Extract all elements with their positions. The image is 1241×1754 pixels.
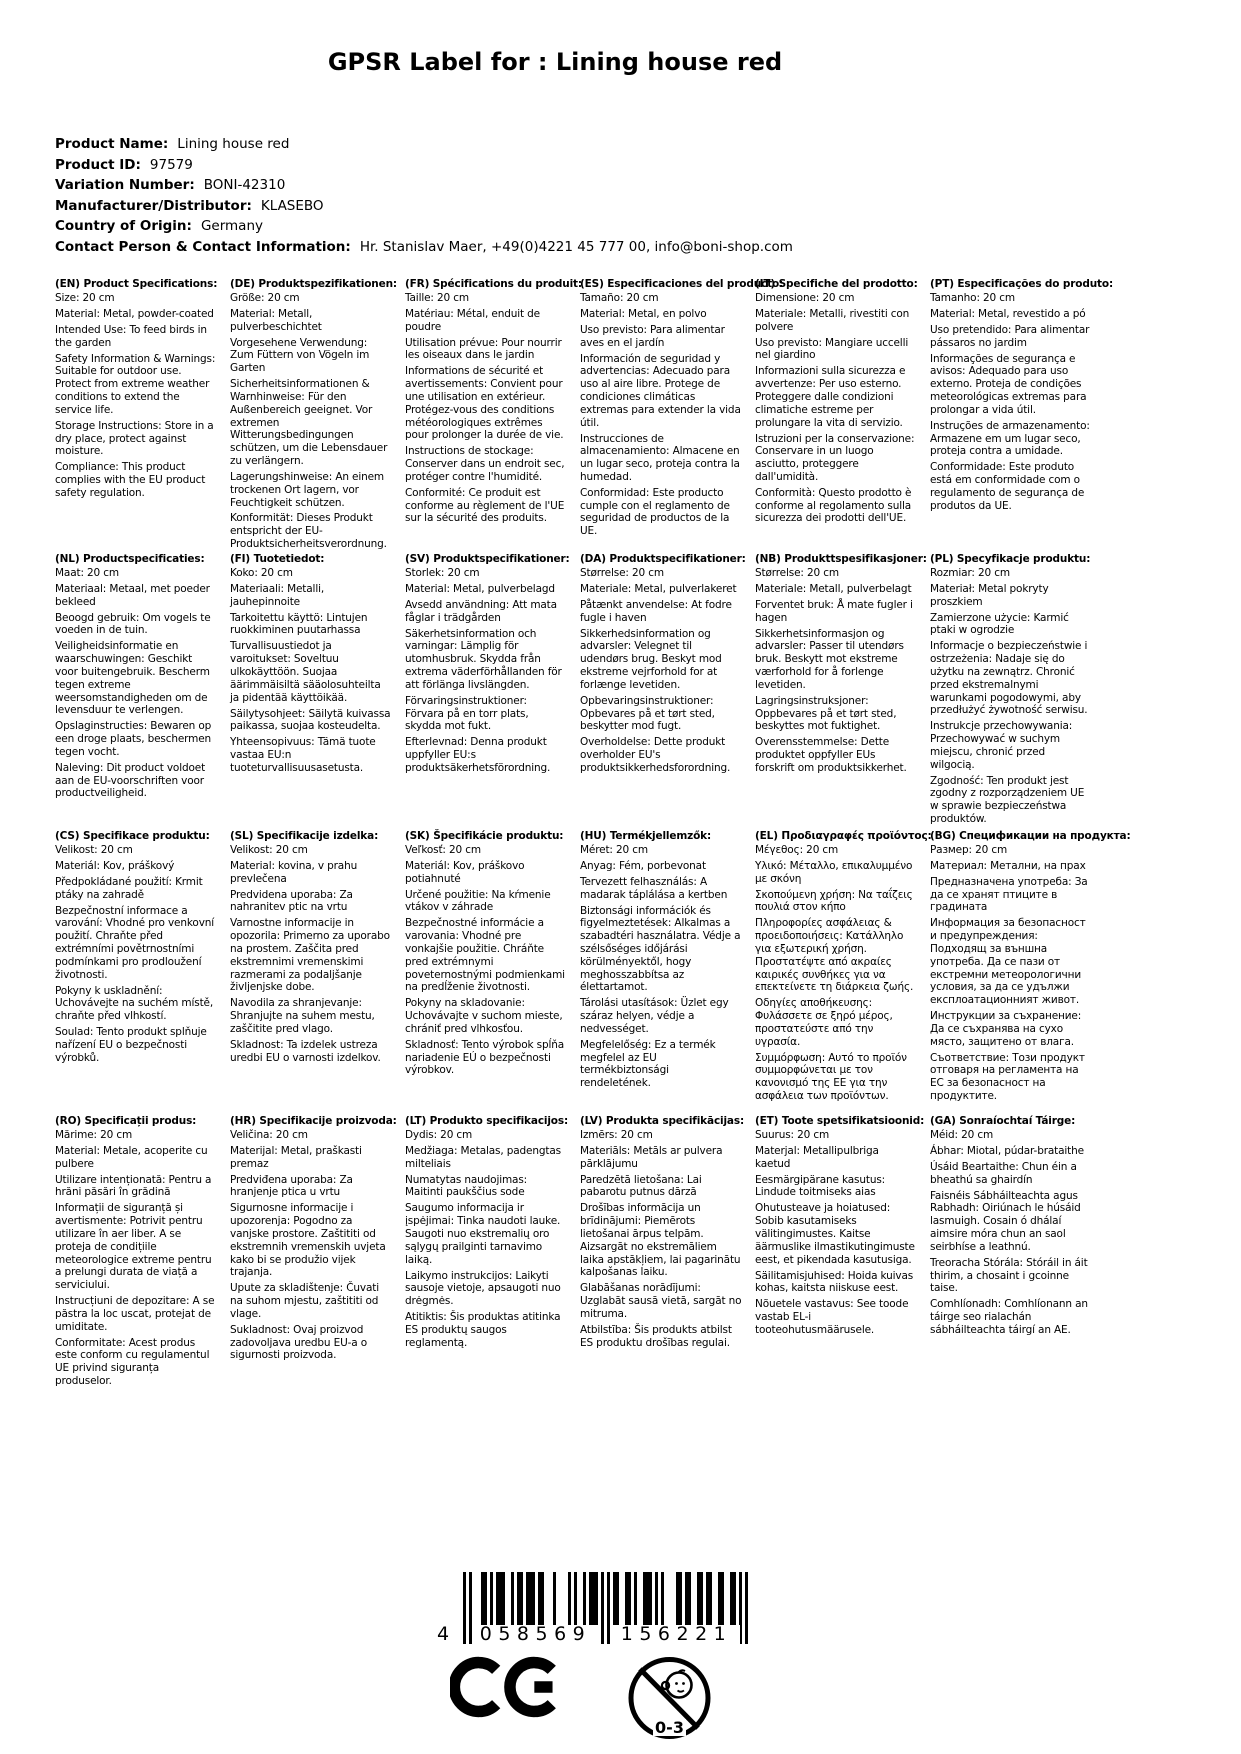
spec-paragraph: Größe: 20 cm [230, 291, 300, 304]
product-info-row [55, 237, 793, 258]
spec-paragraph: Materiał: Metal pokryty proszkiem [930, 582, 1049, 608]
spec-paragraph: Určené použitie: Na kŕmenie vtákov v záhrade [405, 888, 551, 914]
spec-paragraph: Material: Metall, pulverbeschichtet [230, 307, 322, 333]
lang-block-el [755, 830, 932, 1115]
spec-paragraph: Veľkosť: 20 cm [405, 843, 481, 856]
lang-block-title: (LV) Produkta specifikācijas: [580, 1115, 744, 1127]
product-info-label: Country of Origin: [55, 218, 192, 235]
barcode-right-digits: 156221 [613, 1625, 740, 1644]
product-info [55, 134, 793, 258]
spec-paragraph: Upute za skladištenje: Čuvati na suhom mjestu, zaštititi od vlage. [230, 1282, 379, 1320]
spec-paragraph: Dimensione: 20 cm [755, 291, 855, 304]
spec-paragraph: Materiaal: Metaal, met poeder bekleed [55, 582, 210, 608]
spec-paragraph: Saugumo informacija ir įspėjimai: Tinka naudoti lauke. Saugoti nuo ekstremalių oro sąlygų prailginti tarnavimo laiką. [405, 1202, 561, 1266]
spec-paragraph: Atitiktis: Šis produktas atitinka ES produktų saugos reglamentą. [405, 1311, 561, 1349]
spec-paragraph: Varnostne informacije in opozorila: Primerno za uporabo na prostem. Zaščita pred ekstremnimi vremenskimi razmerami za podaljšanje življenjske dobe. [230, 917, 390, 994]
product-info-row [55, 216, 793, 237]
lang-block-title: (SL) Specifikacije izdelka: [230, 830, 379, 842]
lang-block-nl [55, 553, 217, 830]
lang-block-ga [930, 1115, 1092, 1391]
lang-block-title: (NB) Produkttspesifikasjoner: [755, 553, 927, 565]
spec-paragraph: Soulad: Tento produkt splňuje nařízení EU o bezpečnosti výrobků. [55, 1026, 207, 1064]
spec-paragraph: Instructions de stockage: Conserver dans un endroit sec, protéger contre l'humidité. [405, 445, 565, 483]
barcode-left-digits: 058569 [472, 1625, 599, 1644]
spec-paragraph: Tamaño: 20 cm [580, 291, 659, 304]
spec-paragraph: Conformidad: Este producto cumple con el reglamento de seguridad de productos de la UE. [580, 486, 730, 538]
spec-paragraph: Materijal: Metal, praškasti premaz [230, 1144, 362, 1170]
spec-paragraph: Size: 20 cm [55, 291, 115, 304]
spec-paragraph: Overholdelse: Dette produkt overholder EU's produktsikkerhedsforordning. [580, 736, 731, 774]
spec-paragraph: Atbilstība: Šis produkts atbilst ES produktu drošības regulai. [580, 1323, 732, 1349]
spec-paragraph: Predvidena uporaba: Za nahranitev ptic na vrtu [230, 888, 353, 914]
spec-paragraph: Laikymo instrukcijos: Laikyti sausoje vietoje, apsaugoti nuo drėgmės. [405, 1269, 561, 1308]
spec-paragraph: Velikost: 20 cm [55, 843, 133, 856]
lang-block-title: (PT) Especificações do produto: [930, 278, 1114, 290]
spec-paragraph: Pokyny na skladovanie: Uchovávajte v suchom mieste, chrániť pred vlhkosťou. [405, 997, 563, 1035]
spec-paragraph: Størrelse: 20 cm [755, 566, 839, 579]
spec-paragraph: Förvaringsinstruktioner: Förvara på en torr plats, skydda mot fukt. [405, 694, 529, 733]
spec-paragraph: Tamanho: 20 cm [930, 291, 1015, 304]
lang-block-title: (LT) Produkto specifikacijos: [405, 1115, 568, 1127]
lang-block-sl [230, 830, 392, 1115]
spec-paragraph: Storlek: 20 cm [405, 566, 480, 579]
lang-block-ro [55, 1115, 217, 1391]
spec-paragraph: Megfelelőség: Ez a termék megfelel az EU termékbiztonsági rendeletének. [580, 1038, 716, 1090]
spec-paragraph: Συμμόρφωση: Αυτό το προϊόν συμμορφώνεται με τον κανονισμό της ΕΕ για την ασφάλεια των προϊόντων. [755, 1051, 907, 1103]
spec-paragraph: Πληροφορίες ασφάλειας & προειδοποιήσεις: Κατάλληλο για εξωτερική χρήση. Προστατέψτε από ακραίες καιρικές συνθήκες για να επεκτείνετε τη διάρκεια ζωής. [755, 917, 914, 994]
spec-paragraph: Materiale: Metalli, rivestiti con polvere [755, 307, 910, 333]
lang-block-title: (DE) Produktspezifikationen: [230, 278, 397, 290]
spec-paragraph: Istruzioni per la conservazione: Conservare in un luogo asciutto, proteggere dall'umidità. [755, 432, 915, 483]
spec-paragraph: Materiāls: Metāls ar pulvera pārklājumu [580, 1144, 723, 1170]
lang-block-bg [930, 830, 1131, 1115]
spec-paragraph: Conformité: Ce produit est conforme au règlement de l'UE sur la sécurité des produits. [405, 486, 565, 525]
spec-paragraph: Съответствие: Този продукт отговаря на регламента на ЕС за безопасност на продуктите. [930, 1051, 1085, 1103]
lang-block-pl [930, 553, 1092, 830]
spec-paragraph: Предназначена употреба: За да се хранят птиците в градината [930, 875, 1088, 914]
lang-block-title: (FI) Tuotetiedot: [230, 553, 325, 565]
spec-paragraph: Säilytysohjeet: Säilytä kuivassa paikassa, suojaa kosteudelta. [230, 707, 391, 733]
lang-block-title: (HU) Termékjellemzők: [580, 830, 712, 842]
lang-block-title: (ET) Toote spetsifikatsioonid: [755, 1115, 925, 1127]
spec-paragraph: Nõuetele vastavus: See toode vastab EL-i tooteohutusmäärusele. [755, 1298, 909, 1336]
spec-paragraph: Sikkerhetsinformasjon og advarsler: Passer til utendørs bruk. Beskytt mot ekstreme værforhold for å forlenge levetiden. [755, 627, 904, 691]
product-info-row [55, 155, 793, 176]
product-info-row [55, 175, 793, 196]
spec-paragraph: Storage Instructions: Store in a dry place, protect against moisture. [55, 419, 214, 458]
spec-paragraph: Konformität: Dieses Produkt entspricht der EU-Produktsicherheitsverordnung. [230, 512, 387, 551]
spec-paragraph: Инструкции за съхранение: Да се съхранява на сухо място, защитено от влага. [930, 1010, 1082, 1048]
lang-block-title: (GA) Sonraíochtaí Táirge: [930, 1115, 1076, 1127]
lang-block-cs [55, 830, 217, 1115]
product-info-label: Product Name: [55, 136, 169, 152]
spec-paragraph: Ábhar: Miotal, púdar-brataithe [930, 1144, 1084, 1157]
lang-block-it [755, 278, 917, 553]
barcode-first-digit: 4 [437, 1623, 450, 1645]
spec-paragraph: Sicherheitsinformationen & Warnhinweise: Für den Außenbereich geeignet. Vor extremen Witterungsbedingungen schützen, um die Lebensdauer zu verlängern. [230, 378, 388, 467]
spec-paragraph: Uso previsto: Mangiare uccelli nel giardino [755, 336, 909, 362]
spec-paragraph: Intended Use: To feed birds in the garden [55, 323, 207, 349]
spec-paragraph: Uso previsto: Para alimentar aves en el jardín [580, 323, 725, 349]
spec-paragraph: Drošības informācija un brīdinājumi: Piemērots lietošanai ārpus telpām. Aizsargāt no ekstremāliem laika apstākļiem, lai pagarinātu kalpošanas laiku. [580, 1202, 741, 1279]
spec-paragraph: Materjal: Metallipulbriga kaetud [755, 1144, 879, 1170]
spec-paragraph: Conformitate: Acest produs este conform cu regulamentul UE privind siguranța produselor. [55, 1336, 210, 1388]
spec-paragraph: Materiale: Metal, pulverlakeret [580, 582, 737, 595]
spec-paragraph: Veličina: 20 cm [230, 1128, 308, 1141]
lang-block-title: (SV) Produktspecifikationer: [405, 553, 570, 565]
spec-paragraph: Zgodność: Ten produkt jest zgodny z rozporządzeniem UE w sprawie bezpieczeństwa produktów. [930, 774, 1085, 826]
spec-paragraph: Informações de segurança e avisos: Adequado para uso externo. Proteja de condições meteorológicas extremas para prolongar a vida útil. [930, 352, 1087, 416]
age-warning-0-3-icon [622, 1652, 717, 1747]
spec-paragraph: Koko: 20 cm [230, 566, 293, 579]
spec-paragraph: Instrukcje przechowywania: Przechowywać w suchym miejscu, chronić przed wilgocią. [930, 720, 1073, 771]
spec-paragraph: Turvallisuustiedot ja varoitukset: Soveltuu ulkokäyttöön. Suojaa äärimmäisiltä sääolosuhteilta ja pidentää käyttöikää. [230, 640, 381, 704]
spec-paragraph: Materiaali: Metalli, jauhepinnoite [230, 582, 325, 608]
spec-paragraph: Størrelse: 20 cm [580, 566, 664, 579]
spec-paragraph: Instrucciones de almacenamiento: Almacene en un lugar seco, proteja contra la humedad. [580, 432, 740, 483]
spec-paragraph: Veiligheidsinformatie en waarschuwingen: Geschikt voor buitengebruik. Bescherm tegen extreme weersomstandigheden om de levensduur te verlengen. [55, 640, 210, 717]
spec-paragraph: Sikkerhedsinformation og advarsler: Velegnet til udendørs brug. Beskyt mod ekstreme vejrforhold for at forlænge levetiden. [580, 627, 722, 691]
spec-paragraph: Naleving: Dit product voldoet aan de EU-voorschriften voor productveiligheid. [55, 761, 206, 800]
spec-paragraph: Lagringsinstruksjoner: Oppbevares på et tørt sted, beskyttes mot fuktighet. [755, 694, 897, 733]
lang-block-title: (PL) Specyfikacje produktu: [930, 553, 1091, 565]
lang-block-fr [405, 278, 582, 553]
spec-paragraph: Paredzētā lietošana: Lai pabarotu putnus dārzā [580, 1173, 702, 1199]
spec-paragraph: Compliance: This product complies with the EU product safety regulation. [55, 461, 206, 499]
spec-paragraph: Opbevaringsinstruktioner: Opbevares på et tørt sted, beskytter mod fugt. [580, 694, 715, 733]
spec-paragraph: Lagerungshinweise: An einem trockenen Ort lagern, vor Feuchtigkeit schützen. [230, 470, 385, 509]
spec-paragraph: Glabāšanas norādījumi: Uzglabāt sausā vietā, sargāt no mitruma. [580, 1282, 742, 1320]
age-warning-label: 0-3 [655, 1718, 684, 1737]
spec-paragraph: Maat: 20 cm [55, 566, 119, 579]
spec-paragraph: Rozmiar: 20 cm [930, 566, 1010, 579]
spec-paragraph: Utilizare intenționată: Pentru a hrăni păsări în grădină [55, 1173, 212, 1199]
spec-paragraph: Informacje o bezpieczeństwie i ostrzeżenia: Nadaje się do użytku na zewnątrz. Chronić przed ekstremalnymi warunkami pogodowymi, aby przedłużyć żywotność serwisu. [930, 640, 1088, 717]
spec-paragraph: Pokyny k uskladnění: Uchovávejte na suchém místě, chraňte před vlhkostí. [55, 984, 214, 1023]
product-info-label: Variation Number: [55, 177, 195, 194]
spec-paragraph: Материал: Метални, на прах [930, 859, 1086, 872]
spec-paragraph: Anyag: Fém, porbevonat [580, 859, 706, 872]
lang-block-lt [405, 1115, 567, 1391]
spec-paragraph: Informații de siguranță și avertismente: Potrivit pentru utilizare în aer liber. A se proteja de condițiile meteorologice extreme pentru a prelungi durata de viață a serviciului. [55, 1202, 212, 1292]
spec-paragraph: Informations de sécurité et avertissements: Convient pour une utilisation en extérieur. Protégez-vous des conditions météorologiques extrêmes pour prolonger la durée de vie. [405, 365, 564, 442]
spec-paragraph: Faisnéis Sábháilteachta agus Rabhadh: Oiriúnach le húsáid lasmuigh. Cosain ó dhálaí aimsire móra chun an saol seirbhíse a leathnú. [930, 1189, 1081, 1253]
spec-paragraph: Velikost: 20 cm [230, 843, 308, 856]
spec-paragraph: Méret: 20 cm [580, 843, 648, 856]
spec-paragraph: Material: Metal, pulverbelagd [405, 582, 555, 595]
spec-paragraph: Materiale: Metall, pulverbelagt [755, 582, 912, 595]
spec-paragraph: Utilisation prévue: Pour nourrir les oiseaux dans le jardin [405, 336, 562, 362]
spec-paragraph: Uso pretendido: Para alimentar pássaros no jardim [930, 323, 1090, 349]
product-info-label: Manufacturer/Distributor: [55, 197, 252, 214]
spec-paragraph: Vorgesehene Verwendung: Zum Füttern von Vögeln im Garten [230, 336, 370, 375]
spec-paragraph: Informazioni sulla sicurezza e avvertenze: Per uso esterno. Proteggere dalle condizioni climatiche estreme per prolungare la vita di servizio. [755, 365, 906, 429]
lang-block-en [55, 278, 217, 553]
spec-paragraph: Bezpečnostné informácie a varovania: Vhodné pre vonkajšie použitie. Chráňte pred extrémnymi poveternostnými podmienkami na predĺženie životnosti. [405, 917, 565, 994]
ce-mark-icon [450, 1655, 565, 1719]
lang-block-fi [230, 553, 392, 830]
spec-paragraph: Material: Metal, en polvo [580, 307, 707, 320]
spec-paragraph: Информация за безопасност и предупреждения: Подходящ за външна употреба. Да се пази от екстремни метеорологични условия, за да се удължи експлоатационният живот. [930, 917, 1086, 1007]
spec-paragraph: Méid: 20 cm [930, 1128, 994, 1141]
spec-paragraph: Säkerhetsinformation och varningar: Lämplig för utomhusbruk. Skydda från extrema väderförhållanden för att förlänga livslängden. [405, 627, 562, 691]
ean-barcode [437, 1572, 757, 1652]
spec-paragraph: Mărime: 20 cm [55, 1128, 133, 1141]
spec-paragraph: Izmērs: 20 cm [580, 1128, 653, 1141]
spec-paragraph: Medžiaga: Metalas, padengtas milteliais [405, 1144, 561, 1170]
lang-block-title: (RO) Specificații produs: [55, 1115, 197, 1127]
spec-paragraph: Sukladnost: Ovaj proizvod zadovoljava uredbu EU-a o sigurnosti proizvoda. [230, 1323, 368, 1362]
lang-block-title: (HR) Specifikacije proizvoda: [230, 1115, 397, 1127]
spec-paragraph: Tárolási utasítások: Üzlet egy száraz helyen, védje a nedvességet. [580, 997, 729, 1035]
spec-paragraph: Efterlevnad: Denna produkt uppfyller EU:s produktsäkerhetsförordning. [405, 736, 551, 774]
spec-paragraph: Treoracha Stórála: Stóráil in áit thirim, a chosaint i gcoinne taise. [930, 1256, 1088, 1295]
lang-block-title: (IT) Specifiche del prodotto: [755, 278, 918, 290]
spec-paragraph: Biztonsági információk és figyelmeztetések: Alkalmas a szabadtéri használatra. Védje a szélsőséges időjárási körülményektől, hogy meghosszabbítsa az élettartamot. [580, 904, 741, 994]
spec-paragraph: Påtænkt anvendelse: At fodre fugle i haven [580, 598, 732, 624]
spec-paragraph: Σκοπούμενη χρήση: Να ταΐζεις πουλιά στον κήπο [755, 888, 913, 914]
spec-paragraph: Eesmärgipärane kasutus: Lindude toitmiseks aias [755, 1173, 886, 1199]
spec-paragraph: Tarkoitettu käyttö: Lintujen ruokkiminen puutarhassa [230, 611, 368, 637]
spec-paragraph: Tervezett felhasználás: A madarak táplálása a kertben [580, 875, 728, 901]
spec-paragraph: Numatytas naudojimas: Maitinti paukščius sode [405, 1173, 528, 1199]
spec-paragraph: Instruções de armazenamento: Armazene em um lugar seco, proteja contra a umidade. [930, 419, 1090, 458]
spec-paragraph: Размер: 20 cm [930, 843, 1008, 856]
lang-block-title: (NL) Productspecificaties: [55, 553, 205, 565]
spec-paragraph: Overensstemmelse: Dette produktet oppfyller EUs forskrift om produktsikkerhet. [755, 736, 907, 774]
spec-paragraph: Materiál: Kov, práškový [55, 859, 175, 872]
spec-paragraph: Taille: 20 cm [405, 291, 469, 304]
spec-paragraph: Předpokládané použití: Krmit ptáky na zahradě [55, 875, 203, 901]
spec-paragraph: Material: Metale, acoperite cu pulbere [55, 1144, 208, 1170]
spec-paragraph: Instrucțiuni de depozitare: A se păstra la loc uscat, protejat de umiditate. [55, 1295, 215, 1333]
spec-paragraph: Skladnosť: Tento výrobok spĺňa nariadenie EÚ o bezpečnosti výrobkov. [405, 1038, 565, 1077]
spec-paragraph: Safety Information & Warnings: Suitable for outdoor use. Protect from extreme weather conditions to extend the service life. [55, 352, 216, 416]
product-info-label: Contact Person & Contact Information: [55, 238, 351, 255]
spec-paragraph: Material: Metal, powder-coated [55, 307, 214, 320]
spec-paragraph: Yhteensopivuus: Tämä tuote vastaa EU:n tuoteturvallisuusasetusta. [230, 736, 376, 774]
product-info-row [55, 196, 793, 217]
lang-block-pt [930, 278, 1114, 553]
spec-paragraph: Zamierzone użycie: Karmić ptaki w ogrodzie [930, 611, 1069, 637]
lang-block-et [755, 1115, 925, 1391]
spec-paragraph: Dydis: 20 cm [405, 1128, 473, 1141]
lang-block-da [580, 553, 746, 830]
lang-block-sk [405, 830, 567, 1115]
lang-block-hr [230, 1115, 397, 1391]
lang-block-nb [755, 553, 927, 830]
product-info-label: Product ID: [55, 156, 141, 173]
spec-paragraph: Bezpečnostní informace a varování: Vhodné pro venkovní použití. Chraňte před extrémními povětrnostními podmínkami pro prodloužení životnosti. [55, 904, 215, 981]
spec-paragraph: Opslaginstructies: Bewaren op een droge plaats, beschermen tegen vocht. [55, 720, 212, 758]
lang-block-title: (CS) Specifikace produktu: [55, 830, 210, 842]
product-info-value: Lining house red [177, 136, 290, 152]
lang-block-sv [405, 553, 570, 830]
lang-block-title: (DA) Produktspecifikationer: [580, 553, 746, 565]
spec-paragraph: Beoogd gebruik: Om vogels te voeden in de tuin. [55, 611, 211, 637]
lang-block-title: (EL) Προδιαγραφές προϊόντος: [755, 830, 932, 842]
lang-block-de [230, 278, 397, 553]
lang-block-hu [580, 830, 742, 1115]
spec-paragraph: Información de seguridad y advertencias: Adecuado para uso al aire libre. Protege de condiciones climáticas extremas para extender la vida útil. [580, 352, 741, 429]
spec-paragraph: Sigurnosne informacije i upozorenja: Pogodno za vanjske prostore. Zaštititi od ekstremnih vremenskih uvjeta kako bi se produžio vijek trajanja. [230, 1202, 386, 1279]
spec-paragraph: Úsáid Beartaithe: Chun éin a bheathú sa ghairdín [930, 1160, 1077, 1186]
spec-paragraph: Predviđena uporaba: Za hranjenje ptica u vrtu [230, 1173, 353, 1199]
spec-paragraph: Forventet bruk: Å mate fugler i hagen [755, 598, 913, 624]
page-title: GPSR Label for : Lining house red [327, 48, 783, 76]
spec-paragraph: Material: Metal, revestido a pó [930, 307, 1086, 320]
spec-paragraph: Ohutusteave ja hoiatused: Sobib kasutamiseks välitingimustes. Kaitse äärmuslike ilmastikutingimuste eest, et pikendada kasutusiga. [755, 1202, 915, 1266]
spec-paragraph: Materiál: Kov, práškovo potiahnuté [405, 859, 525, 885]
product-info-value: 97579 [149, 156, 193, 173]
lang-block-es [580, 278, 784, 553]
spec-paragraph: Υλικό: Μέταλλο, επικαλυμμένο με σκόνη [755, 859, 913, 885]
lang-block-title: (EN) Product Specifications: [55, 278, 218, 290]
spec-paragraph: Navodila za shranjevanje: Shranjujte na suhem mestu, zaščitite pred vlago. [230, 997, 375, 1035]
product-info-value: Hr. Stanislav Maer, +49(0)4221 45 777 00, info@boni-shop.com [359, 238, 793, 255]
spec-paragraph: Material: kovina, v prahu prevlečena [230, 859, 358, 885]
spec-paragraph: Μέγεθος: 20 cm [755, 843, 839, 856]
spec-paragraph: Skladnost: Ta izdelek ustreza uredbi EU o varnosti izdelkov. [230, 1038, 381, 1064]
product-info-value: Germany [200, 218, 263, 235]
spec-paragraph: Matériau: Métal, enduit de poudre [405, 307, 540, 333]
spec-paragraph: Conformidade: Este produto está em conformidade com o regulamento de segurança de produtos da UE. [930, 461, 1085, 512]
product-info-value: BONI-42310 [203, 177, 286, 194]
product-info-row [55, 134, 793, 155]
spec-paragraph: Οδηγίες αποθήκευσης: Φυλάσσετε σε ξηρό μέρος, προστατεύστε από την υγρασία. [755, 997, 893, 1048]
lang-block-title: (ES) Especificaciones del producto: [580, 278, 784, 290]
spec-paragraph: Comhlíonadh: Comhlíonann an táirge seo rialachán sábháilteachta táirgí an AE. [930, 1298, 1088, 1336]
spec-paragraph: Säilitamisjuhised: Hoida kuivas kohas, kaitsta niiskuse eest. [755, 1269, 914, 1295]
lang-block-title: (SK) Špecifikácie produktu: [405, 830, 564, 842]
lang-block-title: (FR) Spécifications du produit: [405, 278, 582, 290]
lang-block-title: (BG) Спецификации на продукта: [930, 830, 1131, 842]
spec-paragraph: Conformità: Questo prodotto è conforme al regolamento sulla sicurezza dei prodotti dell'UE. [755, 486, 912, 525]
product-info-value: KLASEBO [260, 197, 324, 214]
spec-paragraph: Suurus: 20 cm [755, 1128, 830, 1141]
language-specifications-grid [55, 278, 1131, 1391]
spec-paragraph: Avsedd användning: Att mata fåglar i trädgården [405, 598, 557, 624]
lang-block-lv [580, 1115, 742, 1391]
